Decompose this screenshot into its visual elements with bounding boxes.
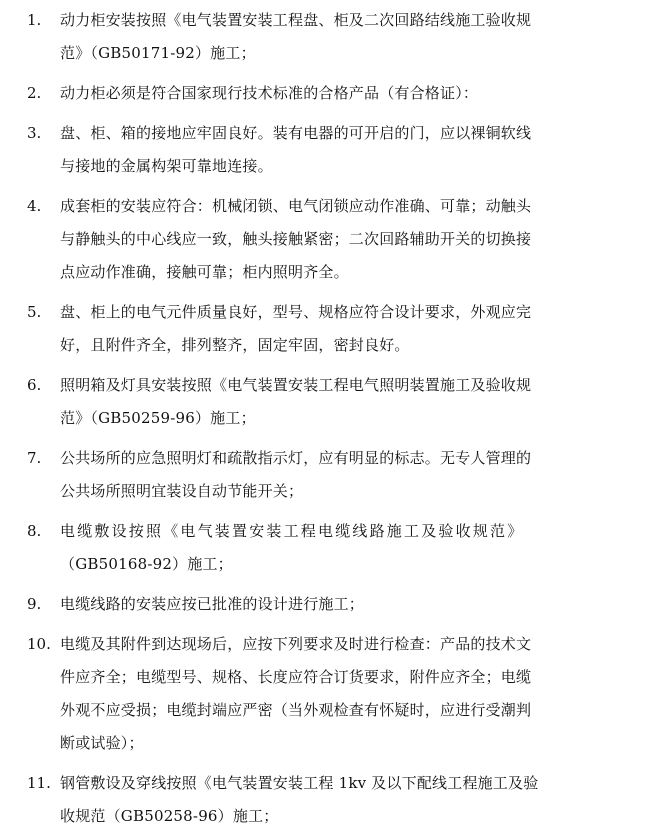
item-number: 11. xyxy=(27,774,51,792)
list-item xyxy=(0,588,659,621)
item-text-line: 钢管敷设及穿线按照《电气装置安装工程 1kv 及以下配线工程施工及验 xyxy=(60,774,539,792)
item-text-line: 与静触头的中心线应一致，触头接触紧密；二次回路辅助开关的切换接 xyxy=(60,230,532,248)
item-number: 7. xyxy=(27,449,42,467)
item-text-line: 好，且附件齐全，排列整齐，固定牢固，密封良好。 xyxy=(60,336,410,354)
item-text-line: 盘、柜、箱的接地应牢固良好。装有电器的可开启的门，应以裸铜软线 xyxy=(60,124,532,142)
item-text-line: 动力柜安装按照《电气装置安装工程盘、柜及二次回路结线施工验收规 xyxy=(60,11,532,29)
item-text-line: 电缆及其附件到达现场后，应按下列要求及时进行检查：产品的技术文 xyxy=(60,635,532,653)
item-text-line: 收规范（GB50258-96）施工； xyxy=(60,807,279,825)
item-text-line: 动力柜必须是符合国家现行技术标准的合格产品（有合格证）： xyxy=(60,84,479,102)
item-text-line: 断或试验）； xyxy=(60,734,144,752)
item-number: 3. xyxy=(27,124,42,142)
item-number: 10. xyxy=(27,635,51,653)
item-number: 5. xyxy=(27,303,42,321)
list-item xyxy=(0,442,659,508)
list-item xyxy=(0,77,659,110)
item-text-line: 点应动作准确，接触可靠；柜内照明齐全。 xyxy=(60,263,349,281)
item-text-line: 盘、柜上的电气元件质量良好，型号、规格应符合设计要求，外观应完 xyxy=(60,303,532,321)
list-item xyxy=(0,117,659,183)
item-text-line: 外观不应受损；电缆封端应严密（当外观检查有怀疑时，应进行受潮判 xyxy=(60,701,532,719)
list-item xyxy=(0,767,659,833)
item-number: 9. xyxy=(27,595,42,613)
item-text-line: 电缆线路的安装应按已批准的设计进行施工； xyxy=(60,595,365,613)
item-text-line: 成套柜的安装应符合：机械闭锁、电气闭锁应动作准确、可靠；动触头 xyxy=(60,197,532,215)
item-text-line: 电缆敷设按照《电气装置安装工程电缆线路施工及验收规范》 xyxy=(60,522,525,540)
item-text-line: 公共场所照明宜装设自动节能开关； xyxy=(60,482,304,500)
item-text-line: （GB50168-92）施工； xyxy=(60,555,233,573)
item-text-line: 公共场所的应急照明灯和疏散指示灯，应有明显的标志。无专人管理的 xyxy=(60,449,532,467)
item-text-line: 件应齐全；电缆型号、规格、长度应符合订货要求，附件应齐全；电缆 xyxy=(60,668,532,686)
list-item xyxy=(0,515,659,581)
item-number: 1. xyxy=(27,11,42,29)
item-number: 6. xyxy=(27,376,42,394)
list-item xyxy=(0,369,659,435)
item-text-line: 与接地的金属构架可靠地连接。 xyxy=(60,157,273,175)
list-item xyxy=(0,296,659,362)
item-text-line: 范》（GB50171-92）施工； xyxy=(60,44,256,62)
list-item xyxy=(0,190,659,289)
list-item xyxy=(0,4,659,70)
item-text-line: 照明箱及灯具安装按照《电气装置安装工程电气照明装置施工及验收规 xyxy=(60,376,532,394)
item-number: 8. xyxy=(27,522,42,540)
item-number: 2. xyxy=(27,84,42,102)
document-body xyxy=(0,4,659,840)
list-item xyxy=(0,628,659,760)
item-number: 4. xyxy=(27,197,42,215)
item-text-line: 范》（GB50259-96）施工； xyxy=(60,409,256,427)
